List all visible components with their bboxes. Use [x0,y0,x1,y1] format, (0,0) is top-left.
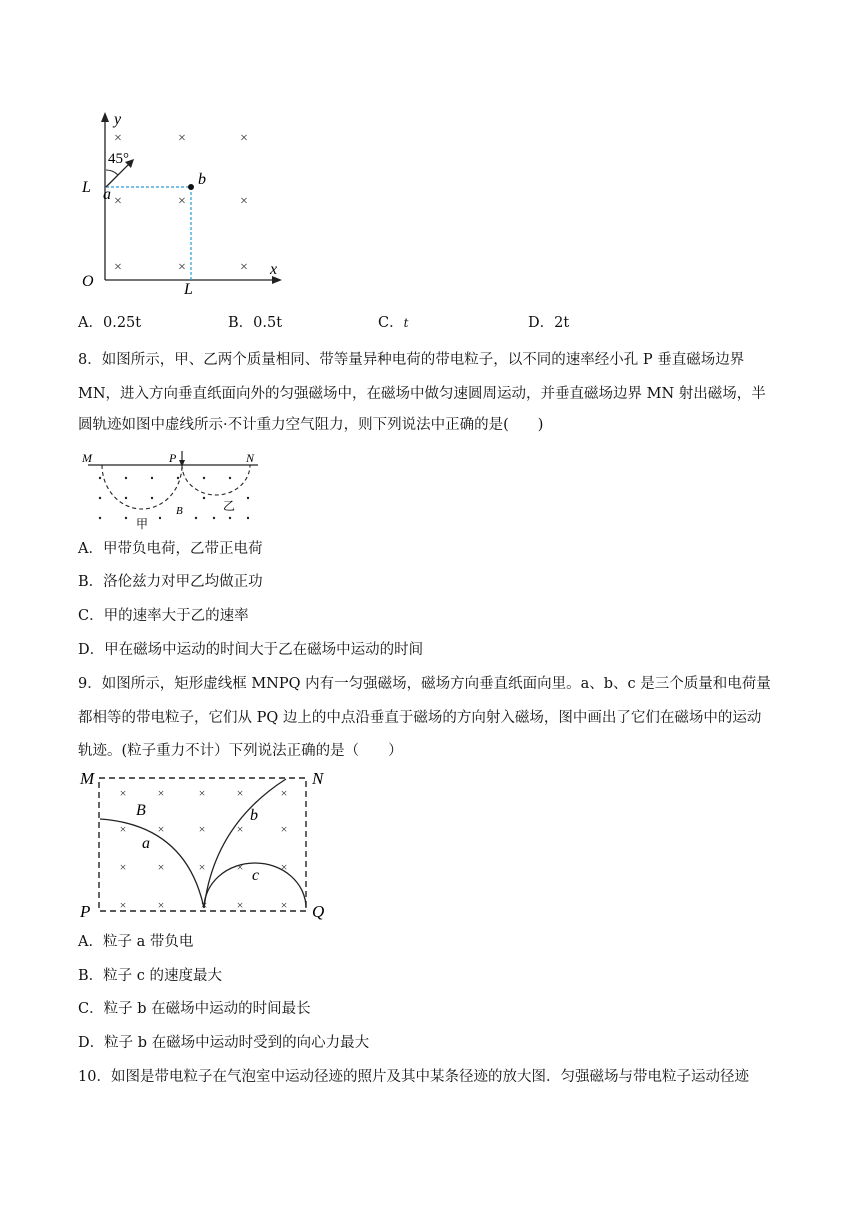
q7-option-a: A．0.25t [78,315,142,331]
svg-text:×: × [240,131,248,146]
point-b-label: b [198,171,206,188]
q8-figure [78,448,268,534]
trajectory-yi [182,465,250,495]
svg-text:×: × [114,131,122,146]
svg-text:×: × [198,822,206,836]
q10-stem-line-1: 10．如图是带电粒子在气泡室中运动径迹的照片及其中某条径迹的放大图．匀强磁场与带电粒子运动径迹 [78,1069,749,1085]
angle-label: 45° [108,151,129,167]
svg-text:×: × [240,260,248,275]
svg-text:×: × [198,786,206,800]
svg-text:×: × [178,260,186,275]
q9-figure [74,767,334,927]
svg-text:×: × [114,194,122,209]
q7-option-d: D．2t [528,315,570,331]
label-c: c [252,867,260,884]
svg-text:×: × [236,822,244,836]
q7-option-b: B．0.5t [228,315,283,331]
svg-text:×: × [119,860,127,874]
label-B: B [176,505,183,517]
q8-option-c: C．甲的速率大于乙的速率 [78,608,249,624]
trajectory-b [204,779,286,908]
q9-option-d: D．粒子 b 在磁场中运动时受到的向心力最大 [78,1035,370,1051]
svg-text:×: × [178,194,186,209]
point-b-dot [188,184,194,190]
svg-text:×: × [114,260,122,275]
svg-text:×: × [119,898,127,912]
svg-text:×: × [236,786,244,800]
svg-text:×: × [280,786,288,800]
label-Q: Q [312,902,325,921]
svg-text:×: × [280,860,288,874]
q8-option-d: D．甲在磁场中运动的时间大于乙在磁场中运动的时间 [78,642,424,658]
svg-text:×: × [119,822,127,836]
field-crosses [114,131,248,275]
label-b: b [250,807,258,824]
label-P: P [80,902,91,921]
y-axis-label: y [114,111,122,128]
trajectory-a [100,819,204,908]
q9-option-c: C．粒子 b 在磁场中运动的时间最长 [78,1001,311,1017]
svg-text:×: × [119,786,127,800]
label-M: M [82,451,92,465]
svg-text:×: × [280,898,288,912]
q9-stem-line-2: 都相等的带电粒子，它们从 PQ 边上的中点沿垂直于磁场的方向射入磁场，图中画出了它们在磁场中的运动 [78,710,762,726]
svg-text:×: × [280,822,288,836]
svg-text:×: × [157,898,165,912]
label-N: N [312,769,324,788]
x-axis-label: x [270,261,278,278]
label-B: B [136,802,146,819]
svg-text:×: × [178,131,186,146]
svg-text:×: × [236,860,244,874]
trajectory-jia [102,465,182,509]
label-N: N [246,451,255,465]
q8-stem-line-1: 8．如图所示，甲、乙两个质量相同、带等量异种电荷的带电粒子，以不同的速率经小孔 P 垂直磁场边界 [78,352,745,368]
origin-label: O [82,273,94,290]
svg-text:×: × [157,860,165,874]
q7-option-c: C．t [378,315,409,331]
point-a-label: a [103,186,111,203]
svg-text:×: × [240,194,248,209]
svg-text:×: × [198,860,206,874]
q8-option-b: B．洛伦兹力对甲乙均做正功 [78,574,263,590]
angle-arc [106,170,118,175]
svg-text:×: × [236,898,244,912]
q9-option-a: A．粒子 a 带负电 [78,934,194,950]
svg-text:×: × [200,898,208,912]
q9-stem-line-3: 轨迹。(粒子重力不计）下列说法正确的是（ ） [78,743,403,759]
q8-option-a: A．甲带负电荷，乙带正电荷 [78,541,263,557]
L-left-label: L [82,179,91,196]
q8-stem-line-3: 圆轨迹如图中虚线所示·不计重力空气阻力，则下列说法中正确的是( ) [78,417,544,433]
L-bottom-label: L [184,281,193,298]
q8-stem-line-2: MN，进入方向垂直纸面向外的匀强磁场中，在磁场中做匀速圆周运动，并垂直磁场边界 MN 射出磁场，半 [78,386,766,402]
label-a: a [142,835,150,852]
q7-figure [70,108,300,300]
q9-option-b: B．粒子 c 的速度最大 [78,968,222,984]
label-M: M [80,769,95,788]
q9-stem-line-1: 9．如图所示，矩形虚线框 MNPQ 内有一匀强磁场，磁场方向垂直纸面向里。a、b、c 是三个质量和电荷量 [78,676,771,692]
label-yi: 乙 [223,499,236,513]
svg-text:×: × [157,822,165,836]
label-jia: 甲 [136,517,149,531]
y-axis-arrow [101,112,109,122]
svg-text:×: × [157,786,165,800]
label-P: P [169,451,177,465]
